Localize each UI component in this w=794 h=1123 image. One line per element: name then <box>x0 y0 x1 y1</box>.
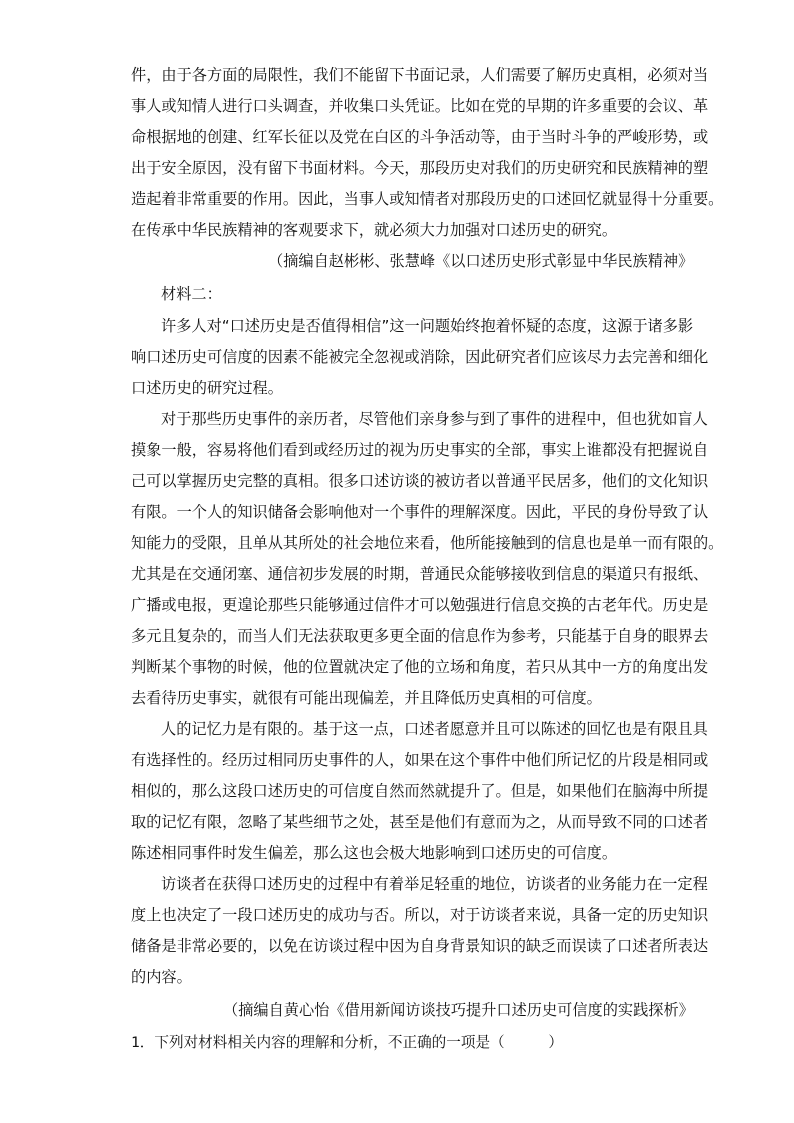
paragraph-1-line: 事人或知情人进行口头调查，并收集口头凭证。比如在党的早期的许多重要的会议、革 <box>131 97 709 115</box>
paragraph-5-line: 储备是非常必要的，以免在访谈过程中因为自身背景知识的缺乏而误读了口述者所表达 <box>131 937 709 955</box>
paragraph-5-line: 度上也决定了一段口述历史的成功与否。所以，对于访谈者来说，具备一定的历史知识 <box>131 906 709 924</box>
paragraph-3-line: 对于那些历史事件的亲历者，尽管他们亲身参与到了事件的进程中，但也犹如盲人 <box>161 410 708 428</box>
material-2-heading: 材料二： <box>161 285 222 303</box>
question-1: 1．下列对材料相关内容的理解和分析，不正确的一项是（ ） <box>131 1034 564 1051</box>
source-citation-2: （摘编自黄心怡《借用新闻访谈技巧提升口述历史可信度的实践探析》 <box>223 1001 694 1019</box>
paragraph-3-line: 多元且复杂的，而当人们无法获取更多更全面的信息作为参考，只能基于自身的眼界去 <box>131 627 709 645</box>
paragraph-3-line: 广播或电报，更遑论那些只能够通过信件才可以勉强进行信息交换的古老年代。历史是 <box>131 596 709 614</box>
paragraph-1-line: 在传承中华民族精神的客观要求下，就必须大力加强对口述历史的研究。 <box>131 221 617 239</box>
paragraph-1-line: 命根据地的创建、红军长征以及党在白区的斗争活动等，由于当时斗争的严峻形势，或 <box>131 128 709 146</box>
paragraph-4-line: 有选择性的。经历过相同历史事件的人，如果在这个事件中他们所记忆的片段是相同或 <box>131 751 709 769</box>
paragraph-1-line: 出于安全原因，没有留下书面材料。今天，那段历史对我们的历史研究和民族精神的塑 <box>131 159 709 177</box>
paragraph-3-line: 知能力的受限，且单从其所处的社会地位来看，他所能接触到的信息也是单一而有限的。 <box>131 534 724 552</box>
paragraph-3-line: 有限。一个人的知识储备会影响他对一个事件的理解深度。因此，平民的身份导致了认 <box>131 503 709 521</box>
paragraph-5-line: 访谈者在获得口述历史的过程中有着举足轻重的地位，访谈者的业务能力在一定程 <box>161 875 708 893</box>
paragraph-1-line: 造起着非常重要的作用。因此，当事人或知情者对那段历史的口述回忆就显得十分重要。 <box>131 190 724 208</box>
paragraph-2-line: 口述历史的研究过程。 <box>131 379 283 397</box>
paragraph-1-line: 件，由于各方面的局限性，我们不能留下书面记录，人们需要了解历史真相，必须对当 <box>131 66 709 84</box>
paragraph-4-line: 取的记忆有限，忽略了某些细节之处，甚至是他们有意而为之，从而导致不同的口述者 <box>131 813 709 831</box>
source-citation-1: （摘编自赵彬彬、张慧峰《以口述历史形式彰显中华民族精神》 <box>268 252 694 270</box>
paragraph-4-line: 人的记忆力是有限的。基于这一点，口述者愿意并且可以陈述的回忆也是有限且具 <box>161 720 708 738</box>
paragraph-2-line: 许多人对“口述历史是否值得相信”这一问题始终抱着怀疑的态度，这源于诸多影 <box>161 317 694 335</box>
paragraph-2-line: 响口述历史可信度的因素不能被完全忽视或消除，因此研究者们应该尽力去完善和细化 <box>131 348 709 366</box>
paragraph-4-line: 相似的，那么这段口述历史的可信度自然而然就提升了。但是，如果他们在脑海中所提 <box>131 782 709 800</box>
paragraph-3-line: 去看待历史事实，就很有可能出现偏差，并且降低历史真相的可信度。 <box>131 689 602 707</box>
paragraph-5-line: 的内容。 <box>131 968 192 986</box>
paragraph-3-line: 己可以掌握历史完整的真相。很多口述访谈的被访者以普通平民居多，他们的文化知识 <box>131 472 709 490</box>
paragraph-4-line: 陈述相同事件时发生偏差，那么这也会极大地影响到口述历史的可信度。 <box>131 844 617 862</box>
paragraph-3-line: 尤其是在交通闭塞、通信初步发展的时期，普通民众能够接收到信息的渠道只有报纸、 <box>131 565 709 583</box>
paragraph-3-line: 判断某个事物的时候，他的位置就决定了他的立场和角度，若只从其中一方的角度出发 <box>131 658 709 676</box>
paragraph-3-line: 摸象一般，容易将他们看到或经历过的视为历史事实的全部，事实上谁都没有把握说自 <box>131 441 709 459</box>
